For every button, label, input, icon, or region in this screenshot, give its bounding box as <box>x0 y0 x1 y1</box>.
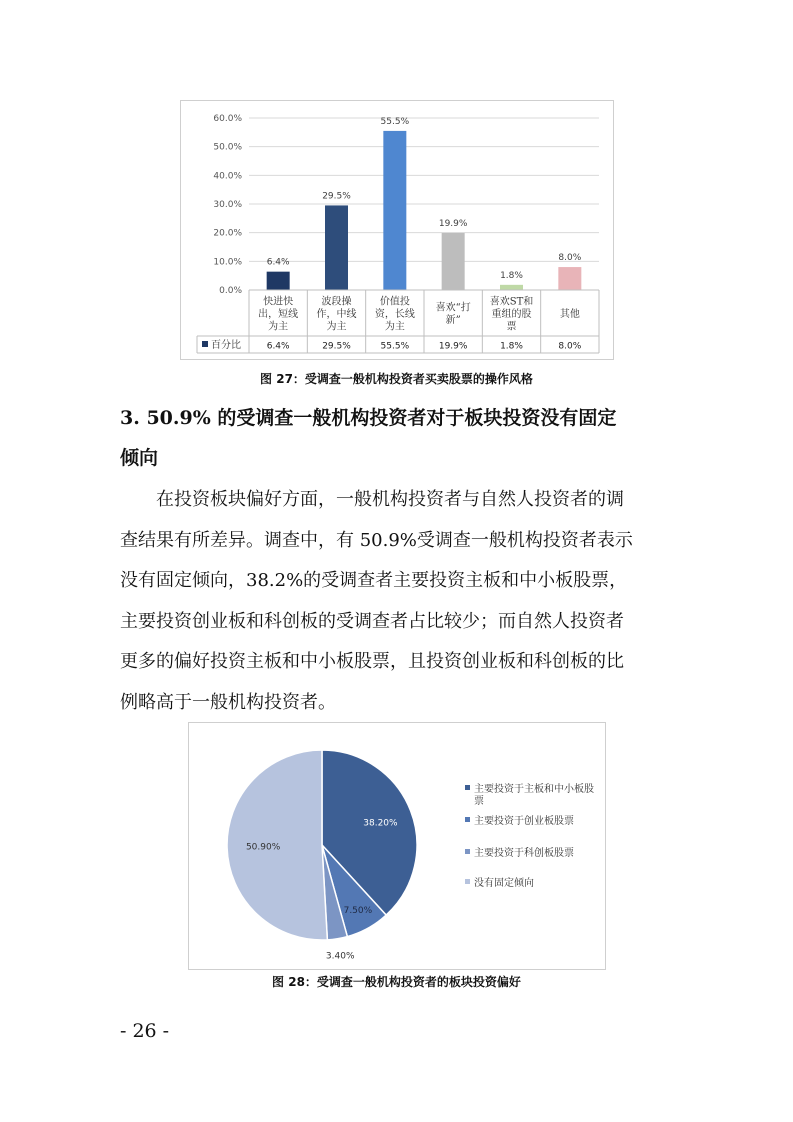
y-tick-label: 40.0% <box>213 171 242 182</box>
legend-key-label: 百分比 <box>211 340 241 351</box>
page-number: - 26 - <box>120 1020 170 1042</box>
category-label: 价值投 <box>379 296 410 308</box>
pie-data-label: 3.40% <box>325 951 355 962</box>
legend-swatch <box>465 785 470 790</box>
y-tick-label: 30.0% <box>213 200 242 210</box>
paragraph-line: 查结果有所差异。调查中，有 50.9%受调查一般机构投资者表示 <box>120 529 633 551</box>
figure-28-caption: 图 28：受调查一般机构投资者的板块投资偏好 <box>272 975 521 989</box>
y-tick-label: 10.0% <box>213 257 242 268</box>
bar <box>267 272 290 290</box>
paragraph-line: 例略高于一般机构投资者。 <box>120 691 336 713</box>
bar <box>500 285 523 290</box>
category-label: 快进快 <box>263 296 294 308</box>
category-label: 重组的股 <box>491 308 532 320</box>
bar-data-label: 55.5% <box>380 116 410 127</box>
pie-data-label: 7.50% <box>343 905 373 916</box>
y-tick-label: 0.0% <box>219 286 242 296</box>
category-label: 其他 <box>559 308 580 320</box>
bar <box>325 205 348 290</box>
heading-line-2: 倾向 <box>120 447 159 469</box>
pie-data-label: 50.90% <box>245 842 281 853</box>
y-tick-label: 50.0% <box>213 142 242 153</box>
bar-data-label: 8.0% <box>558 253 582 264</box>
legend-label: 主要投资于科创板股票 <box>474 848 574 859</box>
table-value: 19.9% <box>438 341 468 352</box>
bar <box>383 131 406 290</box>
legend-swatch <box>465 817 470 822</box>
bar <box>442 233 465 290</box>
category-label: 票 <box>506 321 517 333</box>
bar-data-label: 1.8% <box>500 270 523 281</box>
legend-label: 没有固定倾向 <box>474 878 534 889</box>
y-tick-label: 20.0% <box>213 228 242 239</box>
bar-data-label: 19.9% <box>438 218 468 229</box>
table-value: 1.8% <box>500 341 523 352</box>
category-label: 为主 <box>326 321 347 333</box>
category-label: 喜欢“打 <box>435 302 471 314</box>
pie-data-label: 38.20% <box>363 818 398 829</box>
section-heading <box>120 398 680 478</box>
y-tick-label: 60.0% <box>213 114 242 124</box>
category-label: 作，中线 <box>316 308 357 320</box>
body-paragraph <box>120 480 676 723</box>
table-value: 29.5% <box>322 341 351 352</box>
paragraph-line: 在投资板块偏好方面，一般机构投资者与自然人投资者的调 <box>156 489 624 510</box>
category-label: 为主 <box>384 321 405 333</box>
legend-swatch <box>465 879 470 884</box>
category-label: 资，长线 <box>374 308 415 320</box>
table-value: 8.0% <box>558 341 582 352</box>
bar <box>558 267 581 290</box>
bar-chart-svg <box>181 101 613 359</box>
pie-chart-svg <box>189 723 605 969</box>
category-label: 波段操 <box>321 296 352 308</box>
legend-label: 主要投资于创业板股票 <box>474 816 574 827</box>
category-label: 为主 <box>268 321 289 333</box>
legend-swatch <box>465 849 470 854</box>
heading-line-1: 3. 50.9% 的受调查一般机构投资者对于板块投资没有固定 <box>120 407 617 429</box>
table-value: 6.4% <box>266 341 290 352</box>
bar-data-label: 6.4% <box>266 257 290 268</box>
category-label: 喜欢ST和 <box>489 296 534 308</box>
bar-data-label: 29.5% <box>322 191 351 202</box>
legend-label: 票 <box>474 796 484 807</box>
legend-key-swatch <box>202 341 208 347</box>
paragraph-line: 更多的偏好投资主板和中小板股票，且投资创业板和科创板的比 <box>120 651 624 672</box>
figure-27-caption: 图 27：受调查一般机构投资者买卖股票的操作风格 <box>260 372 533 386</box>
legend-label: 主要投资于主板和中小板股 <box>474 784 594 795</box>
figure-28-pie-chart <box>188 722 606 970</box>
category-label: 出，短线 <box>258 308 299 320</box>
category-label: 新” <box>445 315 461 326</box>
paragraph-line: 没有固定倾向，38.2%的受调查者主要投资主板和中小板股票， <box>120 570 628 591</box>
table-value: 55.5% <box>380 341 410 352</box>
paragraph-line: 主要投资创业板和科创板的受调查者占比较少；而自然人投资者 <box>120 610 624 632</box>
figure-27-bar-chart <box>180 100 614 360</box>
